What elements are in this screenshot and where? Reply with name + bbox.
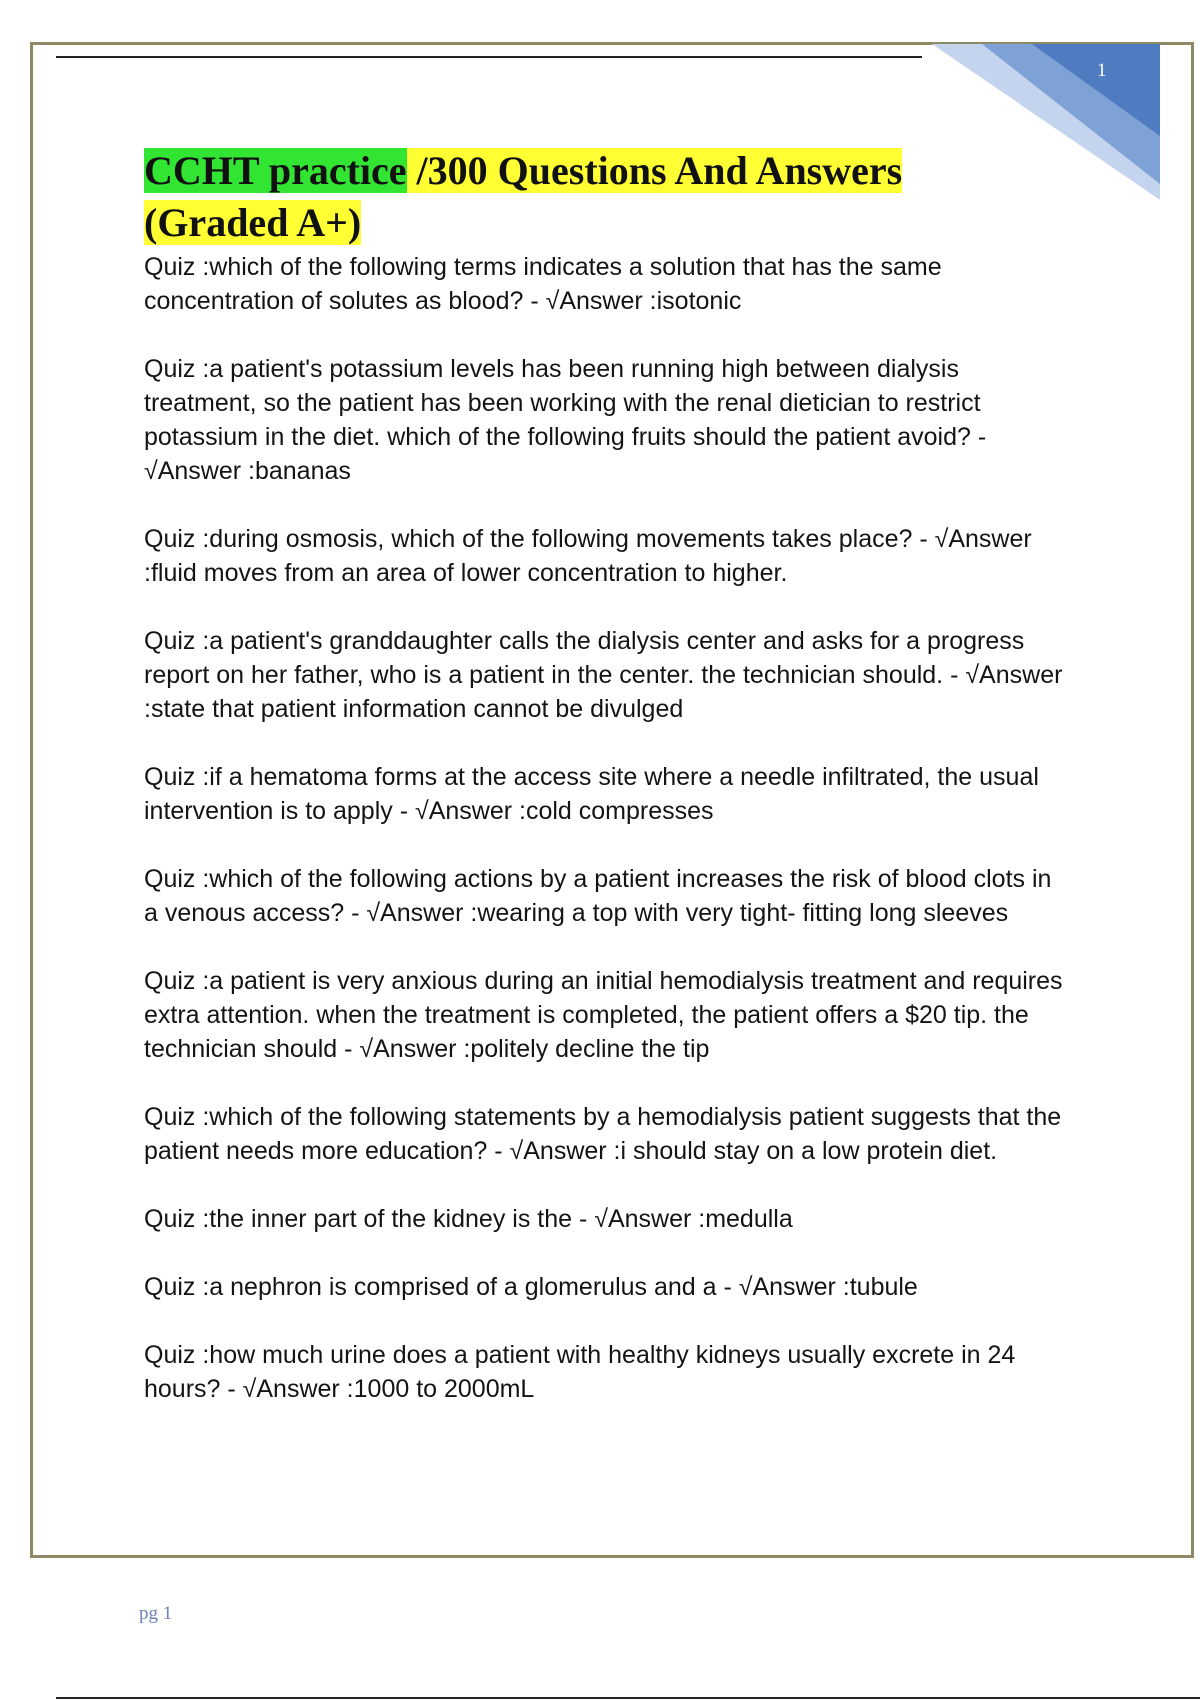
qa-item: Quiz :which of the following terms indicates a solution that has the same concentration of solutes as blood? - √Answer :isotonic [144,253,942,315]
qa-item: Quiz :which of the following statements by a hemodialysis patient suggests that the patient needs more education? - √Answer :i should stay on a low protein diet. [144,1103,1062,1165]
qa-item: Quiz :a nephron is comprised of a glomerulus and a - √Answer :tubule [144,1273,918,1301]
qa-list [144,250,1064,1440]
page-number: 1 [1097,60,1107,81]
qa-item: Quiz :the inner part of the kidney is the - √Answer :medulla [144,1205,793,1233]
title-grade: (Graded A+) [144,200,362,245]
document-title [144,145,1104,249]
qa-item: Quiz :which of the following actions by a patient increases the risk of blood clots in a venous access? - √Answer :wearing a top with very tight- fitting long sleeves [144,865,1052,927]
qa-item: Quiz :during osmosis, which of the following movements takes place? - √Answer :fluid moves from an area of lower concentration to higher. [144,525,1032,587]
header-rule [56,56,922,58]
qa-item: Quiz :a patient is very anxious during an initial hemodialysis treatment and requires extra attention. when the treatment is completed, the patient offers a $20 tip. the technician should - √Answer :politely decline the tip [144,967,1063,1063]
title-highlight-yellow: /300 Questions And Answers [406,148,903,193]
title-highlight-green: CCHT practice [144,148,407,193]
footer-rule [56,1697,1200,1699]
qa-item: Quiz :if a hematoma forms at the access site where a needle infiltrated, the usual intervention is to apply - √Answer :cold compresses [144,763,1039,825]
qa-item: Quiz :how much urine does a patient with healthy kidneys usually excrete in 24 hours? - √Answer :1000 to 2000mL [144,1341,1016,1403]
qa-item: Quiz :a patient's potassium levels has been running high between dialysis treatment, so the patient has been working with the renal dietician to restrict potassium in the diet. which of the following fruits should the patient avoid? - √Answer :bananas [144,355,987,485]
footer-page-label: pg 1 [139,1603,173,1624]
qa-item: Quiz :a patient's granddaughter calls the dialysis center and asks for a progress report on her father, who is a patient in the center. the technician should. - √Answer :state that patient information cannot be divulged [144,627,1063,723]
